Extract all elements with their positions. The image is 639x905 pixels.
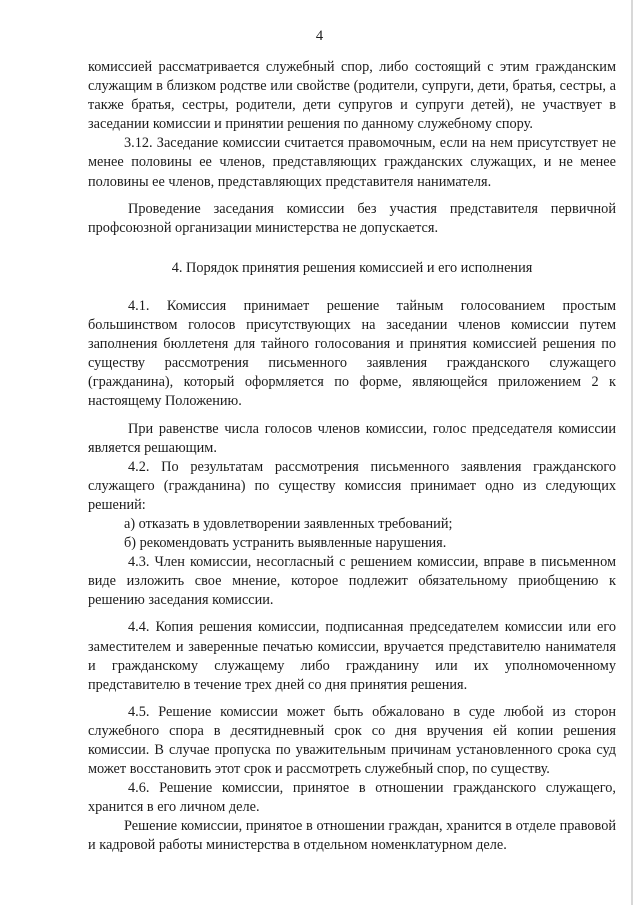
list-item-4-2-a: а) отказать в удовлетворении заявленных требований; (124, 515, 453, 532)
paragraph-4-1: 4.1. Комиссия принимает решение тайным голосованием простым большинством голосов присутствующих на заседании членов комиссии путем заполнения бюллетеня для тайного голосования и принятия комиссией решения по существу рассмотрения письменного заявления гражданского служащего (гражданина), который оформляется по форме, являющейся приложением 2 к настоящему Положению. (88, 297, 616, 410)
paragraph-4-1-vote-tie: При равенстве числа голосов членов комиссии, голос председателя комиссии является решающим. (88, 420, 616, 456)
paragraph-4-3: 4.3. Член комиссии, несогласный с решением комиссии, вправе в письменном виде изложить свое мнение, которое подлежит обязательному приобщению к решению заседания комиссии. (88, 554, 616, 609)
document-body (88, 58, 616, 856)
paragraph-3-12: 3.12. Заседание комиссии считается правомочным, если на нем присутствует не менее половины ее членов, представляющих гражданских служащих, и не менее половины ее членов, представляющих представителя нанимателя. (88, 135, 616, 190)
page-number: 4 (315, 28, 324, 44)
paragraph-4-6-citizens: Решение комиссии, принятое в отношении граждан, хранится в отделе правовой и кадровой работы министерства в отдельном номенклатурном деле. (88, 818, 616, 854)
list-item-4-2-b: б) рекомендовать устранить выявленные нарушения. (124, 535, 447, 552)
section-heading: 4. Порядок принятия решения комиссией и его исполнения (171, 259, 533, 276)
paragraph-4-2: 4.2. По результатам рассмотрения письменного заявления гражданского служащего (гражданина) по существу комиссия принимает одно из следующих решений: (88, 458, 616, 513)
scan-edge-shadow (631, 0, 633, 905)
paragraph-trade-union: Проведение заседания комиссии без участия представителя первичной профсоюзной организации министерства не допускается. (88, 200, 616, 236)
paragraph-4-5: 4.5. Решение комиссии может быть обжаловано в суде любой из сторон служебного спора в десятидневный срок со дня вручения ей копии решения комиссии. В случае пропуска по уважительным причинам установленного срока суд может восстановить этот срок и рассмотреть служебный спор, по существу. (88, 703, 616, 778)
paragraph-3-11-continued: комиссией рассматривается служебный спор, либо состоящий с этим гражданским служащим в близком родстве или свойстве (родители, супруги, дети, братья, сестры, а также братья, сестры, родители, дети супругов и супруги детей), не участвует в заседании комиссии и принятии решения по данному служебному спору. (88, 59, 616, 133)
paragraph-4-6: 4.6. Решение комиссии, принятое в отношении гражданского служащего, хранится в его личном деле. (88, 780, 616, 816)
paragraph-4-4: 4.4. Копия решения комиссии, подписанная председателем комиссии или его заместителем и заверенные печатью комиссии, вручается представителю нанимателя и гражданскому служащему либо гражданину или их уполномоченному представителю в течение трех дней со дня принятия решения. (88, 619, 616, 693)
